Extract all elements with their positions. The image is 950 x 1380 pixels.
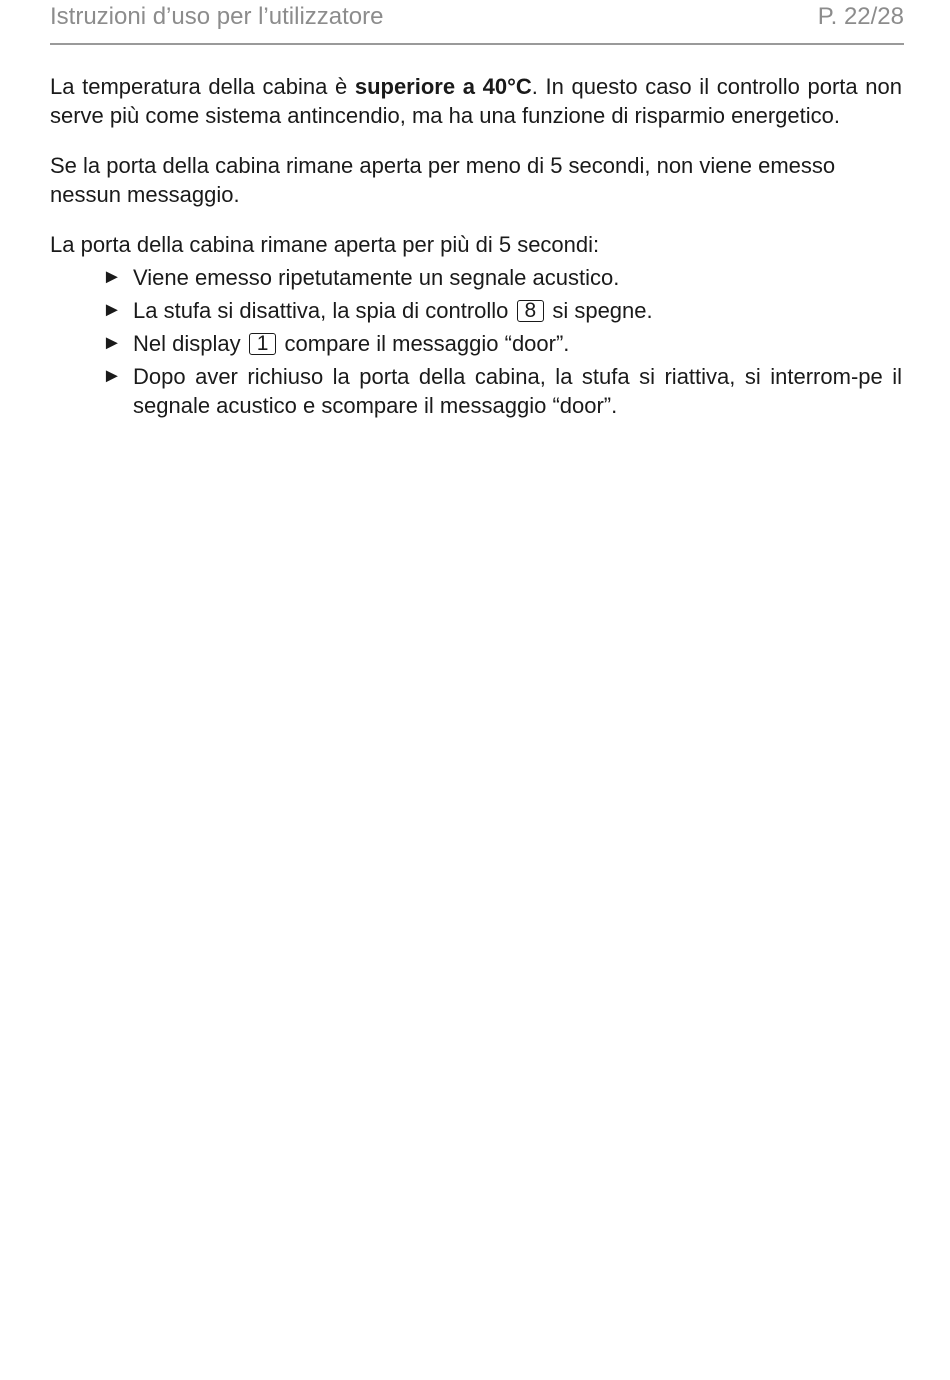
bullet-list	[50, 263, 902, 420]
list-item	[50, 362, 902, 420]
list-item	[50, 263, 902, 292]
page-header	[50, 0, 904, 45]
page-content	[50, 72, 902, 424]
paragraph-temperature	[50, 72, 902, 130]
list-item-text: La stufa si disattiva, la spia di controllo	[133, 298, 515, 323]
list-item-text: Nel display	[133, 331, 247, 356]
control-lamp-key: 8	[517, 300, 545, 322]
bullet-arrow-icon: ►	[102, 266, 122, 288]
list-item	[50, 296, 902, 325]
paragraph-short-open: Se la porta della cabina rimane aperta per meno di 5 secondi, non viene emesso nessun messaggio.	[50, 153, 836, 207]
list-item-text: compare il messaggio “door”.	[278, 331, 570, 356]
list-item-text: si spegne.	[546, 298, 653, 323]
list-item	[50, 329, 902, 358]
paragraph-temperature-text: La temperatura della cabina è	[50, 74, 355, 99]
paragraph-temperature-rest: . In questo caso il controllo porta non serve più come sistema antincendio, ma ha una funzione di risparmio energetico.	[50, 74, 902, 128]
list-item-text: Viene emesso ripetutamente un segnale acustico.	[133, 265, 620, 290]
page-number: P. 22/28	[817, 3, 904, 30]
bullet-arrow-icon: ►	[102, 332, 122, 354]
list-item-text: Dopo aver richiuso la porta della cabina, la stufa si riattiva, si interrom-pe il segnale acustico e scompare il messaggio “door”.	[133, 364, 902, 418]
bullet-arrow-icon: ►	[102, 299, 122, 321]
paragraph-long-open: La porta della cabina rimane aperta per più di 5 secondi:	[50, 232, 600, 257]
document-title: Istruzioni d’uso per l’utilizzatore	[50, 3, 384, 30]
bullet-arrow-icon: ►	[102, 365, 122, 387]
display-key: 1	[249, 333, 277, 355]
temperature-threshold: superiore a 40°C	[354, 74, 532, 99]
